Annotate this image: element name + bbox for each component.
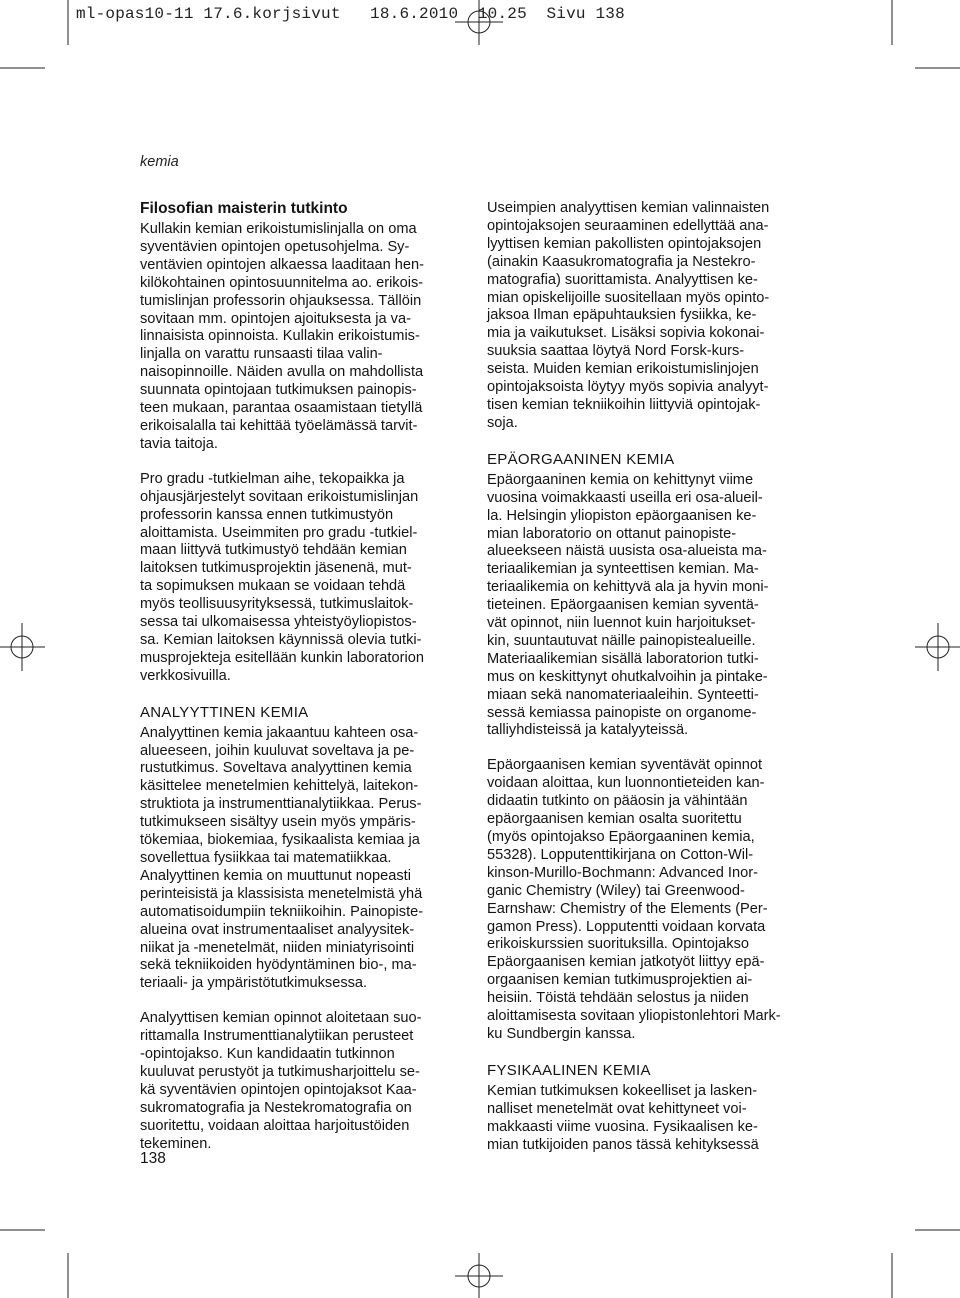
paragraph: Useimpien analyyttisen kemian valinnaisten opintojaksojen seuraaminen edellyttää ana- lyyttisen kemian pakollisten opintojaksojen (ainakin Kaasukromatografia ja Nestekro- matografia) suorittamista. Analyyttisen ke- mian opiskelijoille suositellaan myös opinto- jaksoa Ilman epäpuhtauksien fysiikka, ke- mia ja vaikutukset. Lisäksi sopivia kokonai- suuksia saattaa löytyä Nord Forsk-kurs- seista. Muiden kemian erikoistumislinjojen opintojaksoista löytyy myös sopivia analyyt- tisen kemian tekniikoihin liittyviä opintojak- soja. bbox=[487, 200, 770, 431]
paragraph: Kemian tutkimuksen kokeelliset ja lasken- nalliset menetelmät ovat kehittyneet voi- makkaasti viime vuosina. Fysikaalisen ke- mian tutkijoiden panos tässä kehityksessä bbox=[487, 1082, 759, 1153]
paragraph: Kullakin kemian erikoistumislinjalla on oma syventävien opintojen opetusohjelma. Sy- ventävien opintojen alkaessa laaditaan hen- kilökohtainen opintosuunnitelma ao. erikois- tumislinjan professorin ohjauksessa. Tällöin sovitaan mm. opintojen ajoituksesta ja va- linnaisista opinnoista. Kullakin erikoistumis- linjalla on varattu runsaasti tilaa valin- naisopinnoille. Näiden avulla on mahdollista suunnata opintojaan tutkimuksen painopis- teen mukaan, parantaa osaamistaan tietyllä erikoisalalla tai kehittää työelämässä tarvit- tavia taitoja. bbox=[140, 221, 424, 452]
paragraph: Epäorgaanisen kemian syventävät opinnot voidaan aloittaa, kun luonnontieteiden kan- didaatin tutkinto on pääosin ja vähintään epäorgaanisen kemian osalta suoritettu (myös opintojakso Epäorgaaninen kemia, 55328). Lopputenttikirjana on Cotton-Wil- kinson-Murillo-Bochmann: Advanced Inor- ganic Chemistry (Wiley) tai Greenwood- Earnshaw: Chemistry of the Elements (Per- gamon Press). Lopputentti voidaan korvata erikoiskurssien suorituksilla. Opintojakso Epäorgaanisen kemian jatkotyöt liittyy epä- orgaanisen kemian tutkimusprojektien ai- heisiin. Töistä tehdään selostus ja niiden aloittamisesta sovitaan yliopistonlehtori Mark- ku Sundbergin kanssa. bbox=[487, 757, 781, 1042]
registration-mark-left bbox=[0, 623, 45, 671]
paragraph: Analyyttinen kemia jakaantuu kahteen osa- alueeseen, joihin kuuluvat soveltava ja pe- rustutkimus. Soveltava analyyttinen kemia käsittelee menetelmien kehittelyä, laitekon- struktiota ja instrumenttianalytiikkaa. Perus- tutkimukseen sisältyy usein myös ympäris- tökemiaa, biokemiaa, fysikaalista kemiaa ja sovellettua fysiikkaa tai matematiikkaa. Analyyttinen kemia on muuttunut nopeasti perinteisistä ja klassisista menetelmistä yhä automatisoidumpiin tekniikoihin. Painopiste- alueina ovat instrumentaaliset analyysitek- niikat ja -menetelmät, niiden miniatyrisointi sekä tekniikoiden hyödyntäminen bio-, ma- teriaali- ja ympäristötutkimuksessa. bbox=[140, 724, 424, 992]
page-number: 138 bbox=[140, 1150, 166, 1167]
right-column bbox=[487, 200, 807, 1172]
left-column bbox=[140, 200, 455, 1171]
paragraph: Pro gradu -tutkielman aihe, tekopaikka ja ohjausjärjestelyt sovitaan erikoistumislinjan professorin kanssa ennen tutkimustyön aloittamista. Useimmiten pro gradu -tutkiel- maan liittyvä tutkimustyö tehdään kemian laitoksen tutkimusprojektin jäsenenä, mut- ta sopimuksen mukaan se voidaan tehdä myös teollisuusyrityksessä, tutkimuslaitok- sessa tai ulkomaisessa yhteistyöyliopistos- sa. Kemian laitoksen käynnissä olevia tutki- musprojekteja esitellään kunkin laboratorion verkkosivuilla. bbox=[140, 470, 424, 684]
print-slug: ml-opas10-11 17.6.korjsivut 18.6.2010 10.25 Sivu 138 bbox=[76, 5, 625, 23]
section-label: kemia bbox=[140, 154, 179, 170]
heading-physical-chemistry: FYSIKAALINEN KEMIA bbox=[487, 1061, 651, 1079]
registration-mark-right bbox=[915, 623, 960, 671]
paragraph: Analyyttisen kemian opinnot aloitetaan suo- rittamalla Instrumenttianalytiikan perusteet -opintojakso. Kun kandidaatin tutkinnon kuuluvat perustyöt ja tutkimusharjoittelu se- kä syventävien opintojen opintojaksot Kaa- sukromatografia ja Nestekromatografia on suoritettu, voidaan aloittaa harjoitustöiden tekeminen. bbox=[140, 1010, 422, 1152]
heading-inorganic-chemistry: EPÄORGAANINEN KEMIA bbox=[487, 450, 675, 468]
heading-analytical-chemistry: ANALYYTTINEN KEMIA bbox=[140, 703, 309, 721]
paragraph: Epäorgaaninen kemia on kehittynyt viime vuosina voimakkaasti useilla eri osa-alueil- la. Helsingin yliopiston epäorgaanisen ke- mian laboratorio on ottanut painopiste- alueekseen näistä uusista osa-alueista ma- teriaalikemian ja synteettisen kemian. Ma- teriaalikemia on kehittyvä ala ja hyvin moni- tieteinen. Epäorgaanisen kemian syventä- vät opinnot, niin luennot kuin harjoitukset- kin, suuntautuvat näille painopistealueille. Materiaalikemian sisällä laboratorion tutki- mus on keskittynyt ohutkalvoihin ja pintake- miaan sekä nanomateriaaleihin. Synteetti- sessä kemiassa painopiste on organome- talliyhdisteissä ja katalyyteissä. bbox=[487, 471, 769, 739]
registration-mark-bottom bbox=[455, 1253, 503, 1298]
heading-masters-degree: Filosofian maisterin tutkinto bbox=[140, 200, 348, 217]
